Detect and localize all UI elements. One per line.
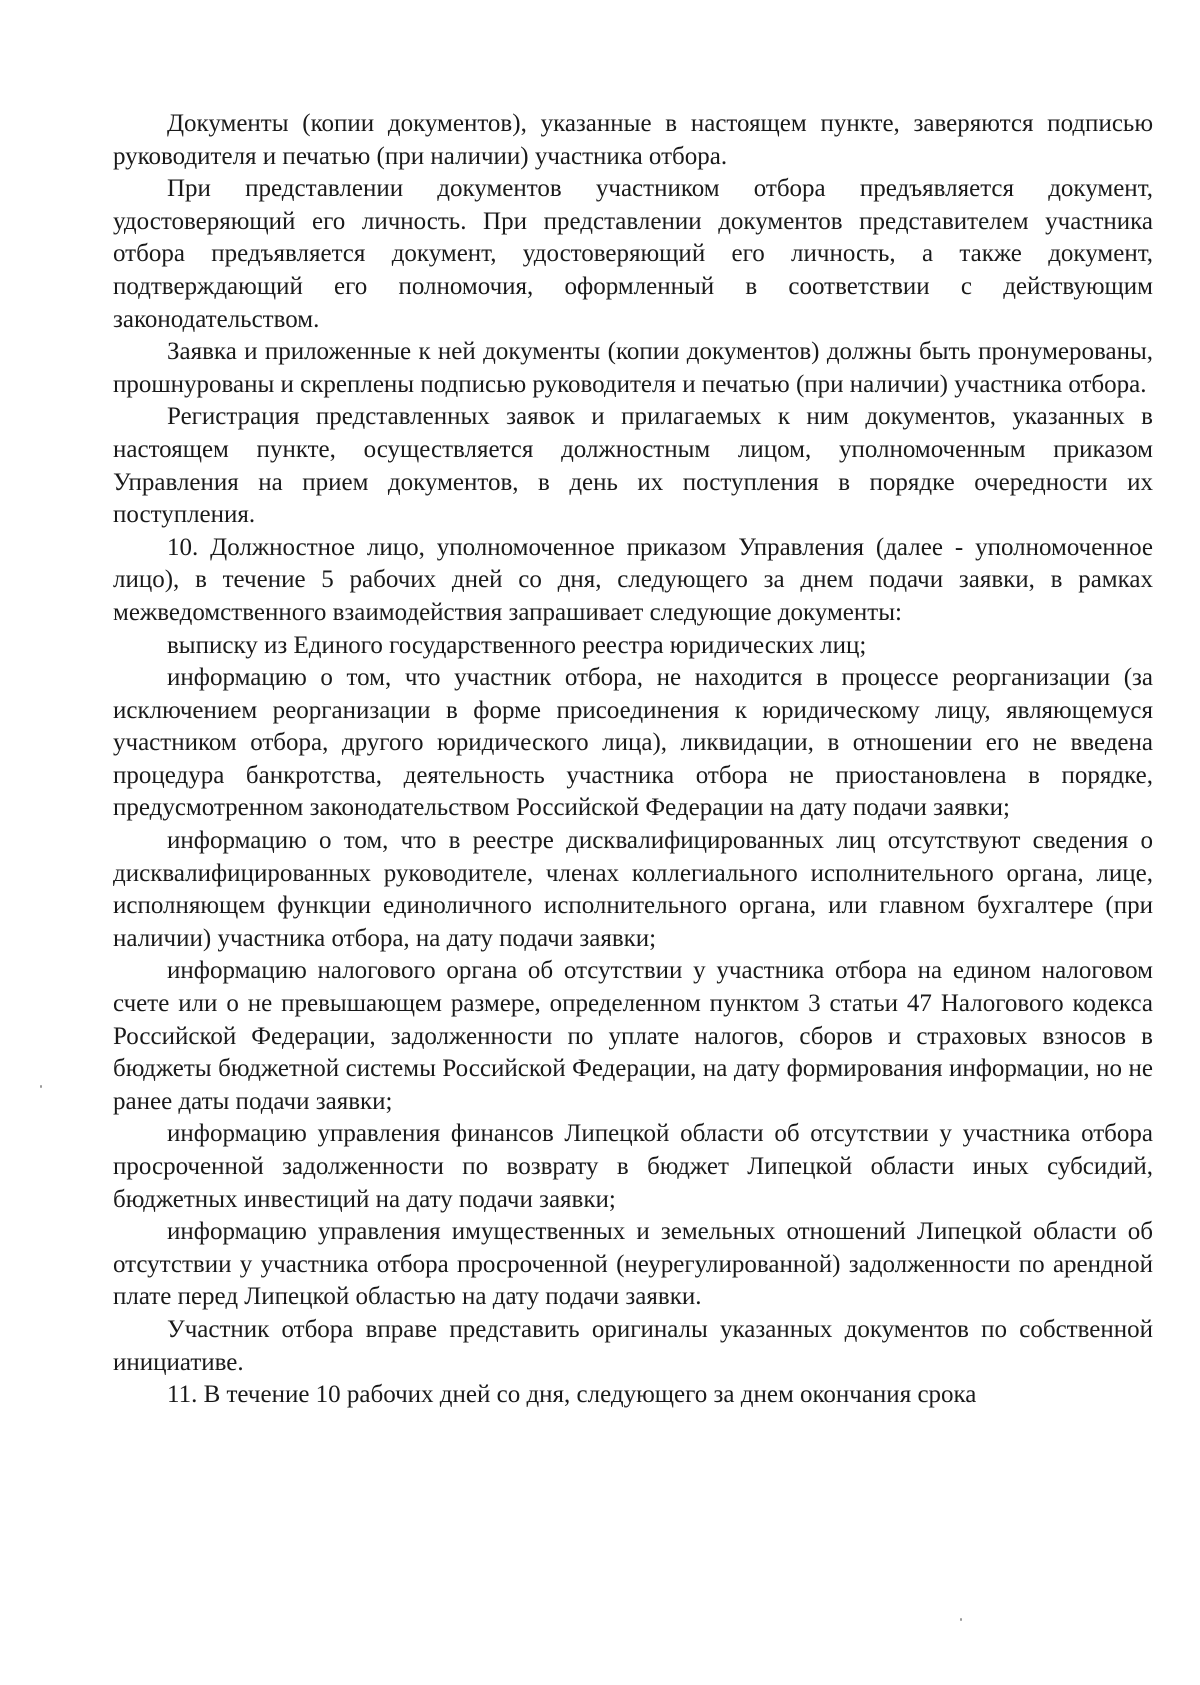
paragraph-item-10: 10. Должностное лицо, уполномоченное приказом Управления (далее - уполномоченное лицо), в течение 5 рабочих дней со дня, следующего за днем подачи заявки, в рамках межведомственного взаимодействия запрашивает следующие документы: xyxy=(113,533,1153,626)
paragraph-originals-initiative: Участник отбора вправе представить оригиналы указанных документов по собственной инициативе. xyxy=(113,1315,1153,1376)
paragraph-documents-certification: Документы (копии документов), указанные в настоящем пункте, заверяются подписью руководителя и печатью (при наличии) участника отбора. xyxy=(113,110,1153,170)
paragraph-tax-authority-info: информацию налогового органа об отсутствии у участника отбора на едином налоговом счете или о не превышающем размере, определенном пунктом 3 статьи 47 Налогового кодекса Российской Федерации, задолженности по уплате налогов, сборов и страховых взносов в бюджеты бюджетной системы Российской Федерации, на дату формирования информации, но не ранее даты подачи заявки; xyxy=(113,957,1153,1115)
paragraph-item-11: 11. В течение 10 рабочих дней со дня, следующего за днем окончания срока xyxy=(167,1381,977,1409)
paragraph-registration: Регистрация представленных заявок и прилагаемых к ним документов, указанных в настоящем пункте, осуществляется должностным лицом, уполномоченным приказом Управления на прием документов, в день их поступления в порядке очередности их поступления. xyxy=(113,403,1153,529)
scan-speck xyxy=(960,1618,962,1621)
paragraph-disqualified-persons-info: информацию о том, что в реестре дисквалифицированных лиц отсутствуют сведения о дисквалифицированных руководителе, членах коллегиального исполнительного органа, лице, исполняющем функции единоличного исполнительного органа, или главном бухгалтере (при наличии) участника отбора, на дату подачи заявки; xyxy=(113,827,1153,952)
document-body xyxy=(113,108,1153,1412)
paragraph-egrul-extract: выписку из Единого государственного реестра юридических лиц; xyxy=(167,631,867,659)
paragraph-identity-documents: При представлении документов участником отбора предъявляется документ, удостоверяющий его личность. При представлении документов представителем участника отбора предъявляется документ, удостоверяющий его личность, а также документ, подтверждающий его полномочия, оформленный в соответствии с действующим законодательством. xyxy=(113,175,1153,333)
paragraph-application-binding: Заявка и приложенные к ней документы (копии документов) должны быть пронумерованы, прошнурованы и скреплены подписью руководителя и печатью (при наличии) участника отбора. xyxy=(113,338,1153,398)
paragraph-finance-department-info: информацию управления финансов Липецкой области об отсутствии у участника отбора просроченной задолженности по возврату в бюджет Липецкой области иных субсидий, бюджетных инвестиций на дату подачи заявки; xyxy=(113,1120,1153,1213)
paragraph-property-department-info: информацию управления имущественных и земельных отношений Липецкой области об отсутствии у участника отбора просроченной (неурегулированной) задолженности по арендной плате перед Липецкой областью на дату подачи заявки. xyxy=(113,1218,1153,1311)
paragraph-reorganization-info: информацию о том, что участник отбора, не находится в процессе реорганизации (за исключением реорганизации в форме присоединения к юридическому лицу, являющемуся участником отбора, другого юридического лица), ликвидации, в отношении его не введена процедура банкротства, деятельность участника отбора не приостановлена в порядке, предусмотренном законодательством Российской Федерации на дату подачи заявки; xyxy=(113,664,1153,822)
scan-speck xyxy=(40,1085,42,1088)
